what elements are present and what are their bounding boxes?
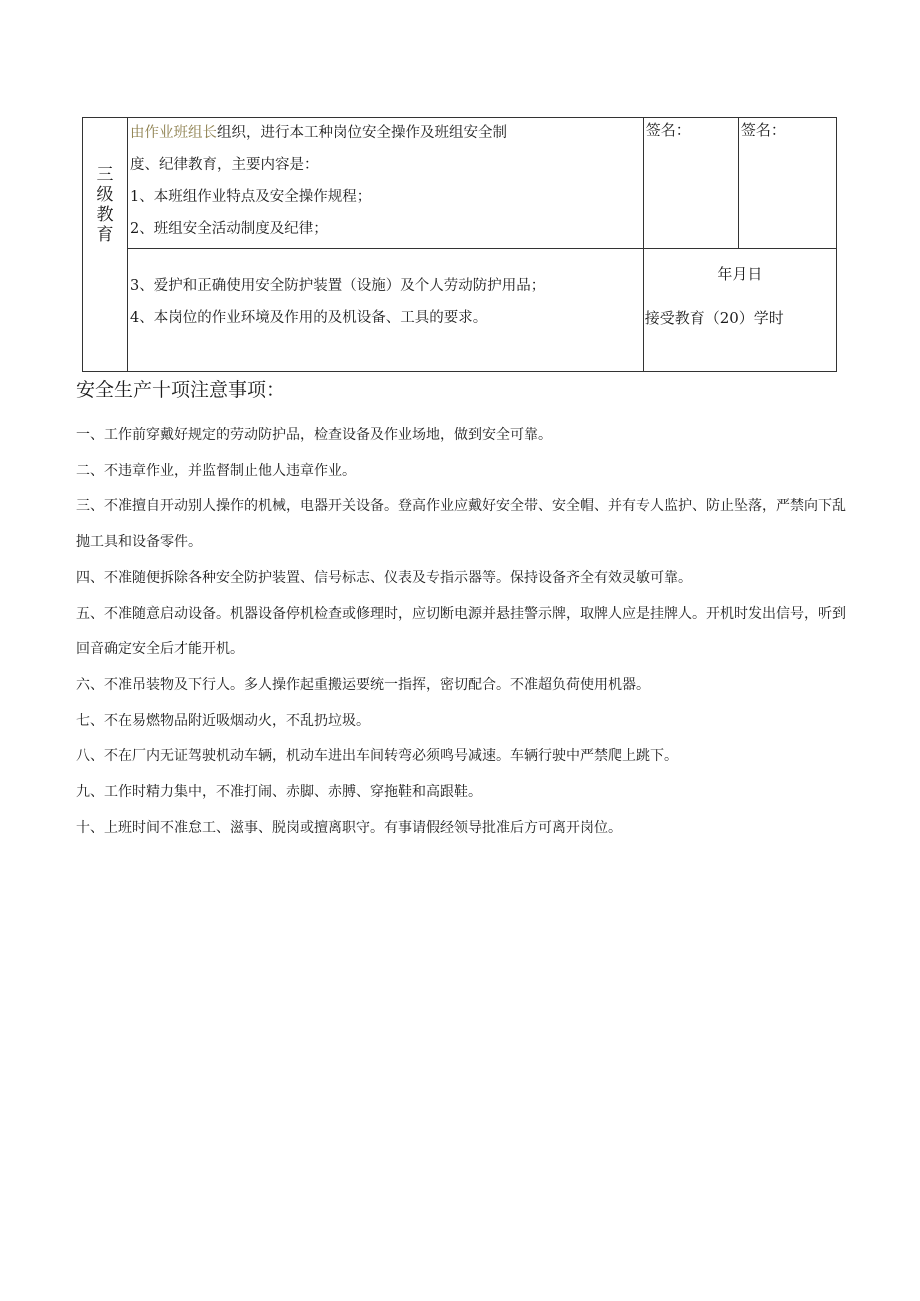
list-item: 十、上班时间不准怠工、滋事、脱岗或擅离职守。有事请假经领导批准后方可离开岗位。 (76, 819, 622, 836)
date-text: 年月日 (717, 265, 763, 283)
education-hours: 接受教育（20）学时 (644, 309, 784, 327)
list-item: 四、不准随便拆除各种安全防护装置、信号标志、仪表及专指示器等。保持设备齐全有效灵敏可靠。 (76, 569, 692, 586)
list-item: 二、不违章作业，并监督制止他人违章作业。 (76, 462, 356, 479)
list-item: 八、不在厂内无证驾驶机动车辆，机动车进出车间转弯必须鸣号减速。车辆行驶中严禁爬上跳下。 (76, 748, 678, 765)
education-table (82, 117, 837, 372)
level-label-char: 级 (96, 184, 114, 205)
list-item: 七、不在易燃物品附近吸烟动火，不乱扔垃圾。 (76, 712, 370, 729)
level-label-char: 三 (96, 164, 114, 185)
safety-notes-list (76, 418, 846, 846)
content-text: 组织，进行本工种岗位安全操作及班组安全制 (217, 125, 508, 141)
list-item: 五、不准随意启动设备。机器设备停机检查或修理时，应切断电源并悬挂警示牌，取牌人应是挂牌人。开机时发出信号，听到回音确定安全后才能开机。 (76, 605, 846, 658)
list-item: 九、工作时精力集中，不准打闹、赤脚、赤膊、穿拖鞋和高跟鞋。 (76, 784, 482, 801)
education-content (128, 118, 644, 249)
education-content (128, 249, 644, 372)
table-row (83, 249, 837, 372)
level-label (83, 118, 128, 372)
content-line: 4、本岗位的作业环境及作用的及机设备、工具的要求。 (130, 310, 488, 326)
signature-label: 签名： (740, 121, 786, 139)
list-item: 三、不准擅自开动别人操作的机械，电器开关设备。登高作业应戴好安全带、安全帽、并有专人监护、防止坠落，严禁向下乱抛工具和设备零件。 (76, 498, 846, 551)
signature-cell[interactable] (738, 118, 836, 249)
date-hours-cell (643, 249, 836, 372)
list-item: 六、不准吊装物及下行人。多人操作起重搬运要统一指挥，密切配合。不准超负荷使用机器。 (76, 676, 650, 693)
signature-label: 签名： (645, 121, 691, 139)
content-line (130, 120, 643, 152)
list-item: 一、工作前穿戴好规定的劳动防护品，检查设备及作业场地，做到安全可靠。 (76, 427, 552, 443)
content-line: 1、本班组作业特点及安全操作规程； (130, 189, 372, 205)
notes-title: 安全生产十项注意事项： (76, 379, 286, 401)
content-line: 3、爱护和正确使用安全防护装置（设施）及个人劳动防护用品； (130, 278, 546, 294)
organizer-text: 由作业班组长 (130, 125, 218, 141)
table-row (83, 118, 837, 249)
level-label-char: 育 (96, 224, 114, 245)
content-line: 2、班组安全活动制度及纪律； (130, 221, 328, 237)
level-label-char: 教 (96, 204, 114, 225)
signature-cell[interactable] (643, 118, 738, 249)
content-line: 度、纪律教育，主要内容是： (130, 157, 319, 173)
